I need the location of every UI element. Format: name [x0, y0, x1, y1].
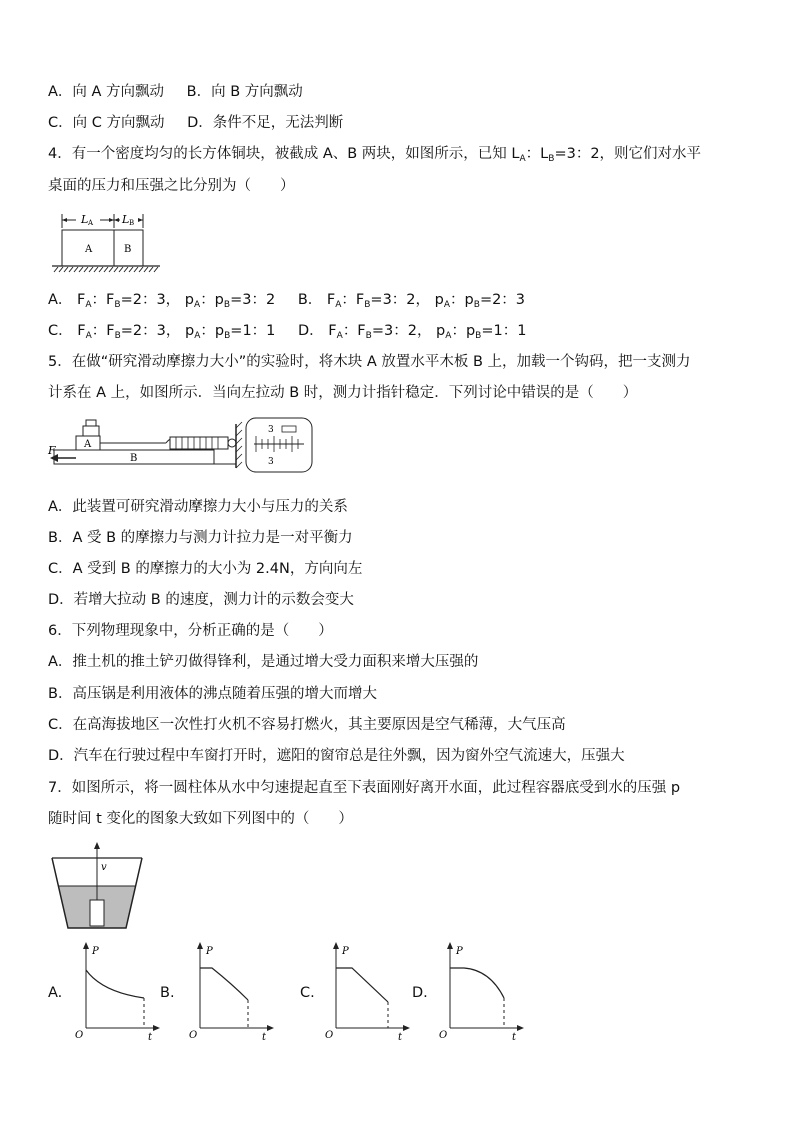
q4-stem-line1: 4．有一个密度均匀的长方体铜块，被截成 A、B 两块，如图所示，已知 $L_A$：$L_B=3$：2，则它们对水平: [48, 146, 702, 164]
svg-text:P: P: [92, 946, 99, 957]
q4-option-a: A． $F_A$：$F_B=2$：3， $p_A$：$p_B=3$：2: [48, 292, 276, 310]
q5-option-c: C．A 受到 B 的摩擦力的大小为 2.4N，方向向左: [48, 561, 363, 577]
q4-option-b: B． $F_A$：$F_B=3$：2， $p_A$：$p_B=2$：3: [297, 292, 526, 310]
q7-graph-a: [72, 940, 162, 1040]
svg-text:t: t: [512, 1032, 517, 1040]
svg-text:P: P: [456, 946, 463, 957]
q6-option-a: A．推土机的推土铲刃做得锋利，是通过增大受力面积来增大压强的: [48, 654, 479, 670]
svg-text:A: A: [85, 244, 93, 255]
q7-graph-d-curve: [450, 968, 504, 998]
svg-text:t: t: [262, 1032, 267, 1040]
q5-option-b: B．A 受 B 的摩擦力与测力计拉力是一对平衡力: [48, 530, 353, 546]
q3-options-row1: [48, 82, 303, 102]
q3-options-row2: [48, 113, 343, 133]
q5-force-label: F: [48, 444, 56, 457]
q4-option-d: D． $F_A$：$F_B=3$：2， $p_A$：$p_B=1$：1: [298, 323, 527, 341]
svg-text:O: O: [75, 1030, 84, 1040]
q7-graph-c-curve: [336, 968, 388, 1002]
q7-graph-b: [186, 940, 276, 1040]
q5-option-a: A．此装置可研究滑动摩擦力大小与压力的关系: [48, 499, 348, 515]
q4-figure-blocks: [48, 208, 166, 274]
q4-fig-lb-sub: B: [129, 219, 135, 227]
q5-dial-top-number: 3: [268, 425, 274, 435]
q7-graph-d-label: D.: [412, 985, 428, 1001]
q7-graph-b-label: B.: [160, 985, 175, 1001]
svg-text:t: t: [148, 1032, 153, 1040]
q3-option-d: D．条件不足，无法判断: [187, 115, 344, 131]
q7-cylinder: [90, 900, 104, 926]
q4-fig-la-label: L: [81, 213, 89, 226]
q3-option-c: C．向 C 方向飘动: [48, 115, 165, 131]
svg-text:B: B: [130, 453, 138, 464]
q7-graph-c: [322, 940, 412, 1040]
svg-text:t: t: [398, 1032, 403, 1040]
q6-option-b: B．高压锅是利用液体的沸点随着压强的增大而增大: [48, 686, 377, 702]
q4-fig-la-sub: A: [88, 219, 94, 227]
q3-option-b: B．向 B 方向飘动: [186, 84, 303, 100]
q7-graph-d: [436, 940, 526, 1040]
svg-text:B: B: [124, 244, 132, 255]
q4-options-row1: [48, 290, 525, 310]
q7-graph-a-curve: [86, 970, 144, 998]
svg-text:O: O: [189, 1030, 198, 1040]
q6-stem: 6．下列物理现象中，分析正确的是（ ）: [48, 623, 333, 639]
q7-velocity-label: v: [101, 862, 107, 873]
svg-text:A: A: [84, 439, 92, 450]
q4-stem-line2: 桌面的压力和压强之比分别为（ ）: [48, 178, 295, 194]
q5-dial-bottom-number: 3: [268, 457, 274, 467]
svg-text:O: O: [439, 1030, 448, 1040]
q5-figure-friction-setup: [46, 414, 318, 480]
q7-stem-line2: 随时间 t 变化的图象大致如下列图中的（ ）: [48, 811, 353, 827]
q5-option-d: D．若增大拉动 B 的速度，测力计的示数会变大: [48, 592, 354, 608]
q4-fig-lb-label: L: [122, 213, 130, 226]
q5-spring-scale: [170, 437, 228, 449]
q4-options-row2: [48, 321, 526, 341]
q3-option-a: A．向 A 方向飘动: [48, 84, 165, 100]
svg-text:P: P: [342, 946, 349, 957]
q7-figure-container: [48, 838, 146, 934]
q7-graph-a-label: A.: [48, 985, 63, 1001]
q7-graph-c-label: C.: [300, 985, 315, 1001]
q7-graph-b-curve: [200, 968, 248, 1000]
svg-text:O: O: [325, 1030, 334, 1040]
q6-option-d: D．汽车在行驶过程中车窗打开时，遮阳的窗帘总是往外飘，因为窗外空气流速大，压强大: [48, 748, 625, 764]
svg-text:P: P: [206, 946, 213, 957]
q5-stem-line1: 5．在做“研究滑动摩擦力大小”的实验时，将木块 A 放置水平木板 B 上，加载一个钩码，把一支测力: [48, 354, 691, 370]
q4-option-c: C． $F_A$：$F_B=2$：3， $p_A$：$p_B=1$：1: [48, 323, 276, 341]
q5-stem-line2: 计系在 A 上，如图所示．当向左拉动 B 时，测力计指针稳定．下列讨论中错误的是（ ）: [48, 385, 638, 401]
q6-option-c: C．在高海拔地区一次性打火机不容易打燃火，其主要原因是空气稀薄，大气压高: [48, 717, 566, 733]
q7-stem-line1: 7．如图所示，将一圆柱体从水中匀速提起直至下表面刚好离开水面，此过程容器底受到水的压强 p: [48, 780, 681, 796]
